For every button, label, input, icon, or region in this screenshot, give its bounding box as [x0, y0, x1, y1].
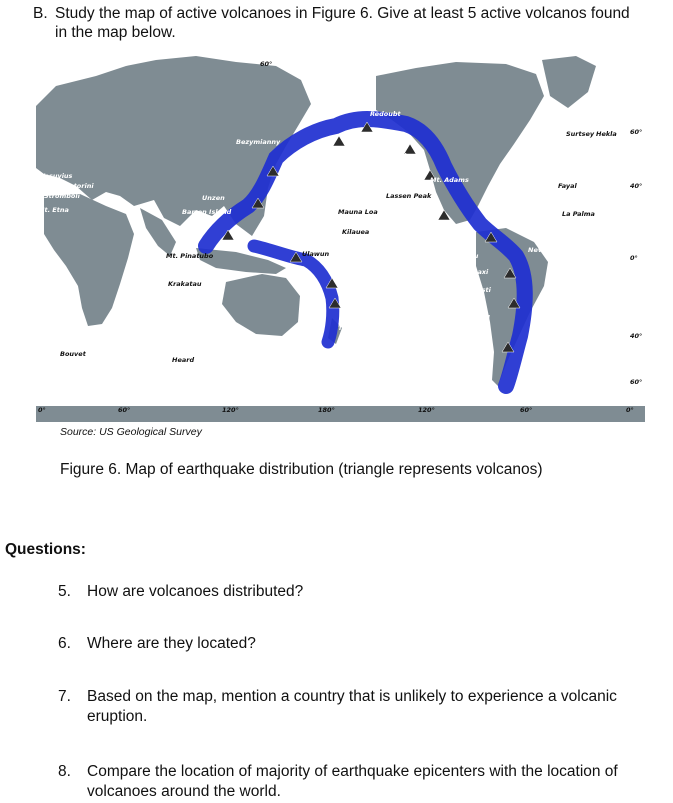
top-label: 60°	[260, 60, 273, 68]
lat-tick: 40°	[630, 182, 643, 190]
volcano-label: Heard	[172, 356, 195, 364]
volcano-label: Mt. Katmai	[366, 152, 407, 160]
volcano-label: Ulawun	[302, 250, 330, 258]
volcano-label: Mt. Rainier	[370, 160, 411, 168]
volcano-label: Lassen Peak	[386, 192, 432, 200]
lon-tick: 180°	[318, 406, 335, 414]
question-number: 8.	[58, 763, 71, 780]
volcano-label: Mt. Shasta	[372, 176, 412, 184]
volcano-label: Mt. Adams	[430, 176, 469, 184]
volcano-label: Vesuvius	[40, 172, 73, 180]
volcano-label: Mt. St. Helens	[370, 168, 422, 176]
lat-tick: 60°	[630, 128, 643, 136]
question-number: 6.	[58, 635, 71, 652]
volcano-label: Fayal	[558, 182, 577, 190]
figure-source: Source: US Geological Survey	[60, 426, 202, 438]
volcano-label: Mauna Loa	[338, 208, 378, 216]
question-item	[58, 687, 658, 727]
question-number: 5.	[58, 583, 71, 600]
task-label: B.	[33, 5, 48, 22]
lon-tick: 120°	[222, 406, 239, 414]
volcano-label: Irazu	[460, 252, 479, 260]
question-number: 7.	[58, 688, 71, 705]
volcano-label: Mt. Etna	[38, 206, 69, 214]
question-text: Compare the location of majority of earthquake epicenters with the location of volcanoes around the world.	[87, 763, 618, 800]
lon-tick: 0°	[626, 406, 634, 414]
volcano-label: Barren Island	[182, 208, 232, 216]
lat-tick: 40°	[630, 332, 643, 340]
lon-tick: 60°	[118, 406, 131, 414]
volcano-label: Shishaldin	[326, 162, 365, 170]
lat-tick: 60°	[630, 378, 643, 386]
volcano-label: Nevado del Ruiz	[528, 246, 587, 254]
volcano-label: Surtsey	[566, 130, 595, 138]
lat-tick: 0°	[630, 254, 638, 262]
volcano-label: Tarawera	[338, 324, 372, 332]
lon-tick: 60°	[520, 406, 533, 414]
question-text: Where are they located?	[87, 635, 256, 652]
world-map-svg	[36, 46, 645, 422]
lon-tick: 0°	[38, 406, 46, 414]
volcano-label: Redoubt	[370, 110, 401, 118]
volcano-label: La Palma	[562, 210, 595, 218]
volcano-label: Cotopaxi	[456, 268, 489, 276]
volcano-label: Santorini	[60, 182, 94, 190]
volcano-label: Mt. Fuji	[290, 188, 318, 196]
volcano-map	[36, 46, 645, 422]
volcano-label: Miyake-shu	[290, 200, 332, 208]
task-text-line2: in the map below.	[55, 24, 176, 41]
volcano-label: Burney	[460, 354, 487, 362]
volcano-label: Kilauea	[342, 228, 370, 236]
questions-heading: Questions:	[5, 541, 86, 558]
volcano-label: El Misti	[464, 286, 491, 294]
volcano-label: Mt. Pinatubo	[166, 252, 214, 260]
question-text: How are volcanoes distributed?	[87, 583, 304, 600]
volcano-label: Paricutin	[410, 226, 443, 234]
volcano-label: Fogo	[576, 224, 594, 232]
volcano-label: Mt. Pelée	[566, 236, 601, 244]
question-text: Based on the map, mention a country that is unlikely to experience a volcanic eruption.	[87, 688, 617, 725]
volcano-label: Hekla	[596, 130, 617, 138]
figure-caption: Figure 6. Map of earthquake distribution (triangle represents volcanos)	[60, 461, 543, 478]
question-item	[58, 762, 658, 802]
question-item	[58, 634, 658, 654]
volcano-label: Azul	[474, 314, 490, 322]
volcano-label: Krakatau	[168, 280, 202, 288]
task-prompt	[33, 4, 663, 42]
volcano-label: Bouvet	[60, 350, 86, 358]
question-item	[58, 582, 658, 602]
volcano-label: Stromboli	[44, 192, 80, 200]
lon-tick: 120°	[418, 406, 435, 414]
task-text-line1: Study the map of active volcanoes in Figure 6. Give at least 5 active volcanos found	[55, 5, 630, 22]
volcano-label: Cerro Negro	[414, 240, 459, 248]
volcano-label: Unzen	[202, 194, 225, 202]
volcano-label: Bezymianny	[236, 138, 281, 146]
